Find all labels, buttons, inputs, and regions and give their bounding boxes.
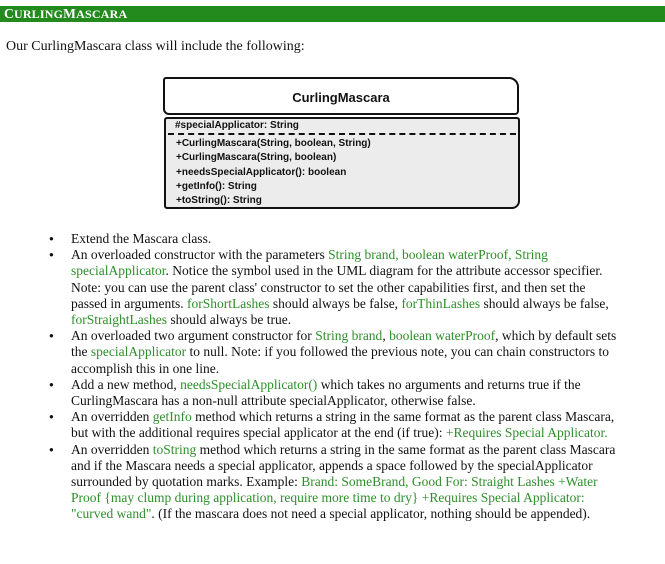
uml-method-list xyxy=(176,137,371,208)
uml-class-name: CurlingMascara xyxy=(163,77,519,115)
bullet-item: ● An overridden getInfo method which returns a string in the same format as the parent class Mascara, but with the additional requires special applicator at the end (if true): +Requires Special Applicator. xyxy=(0,409,665,441)
bullet-item: ● Extend the Mascara class. xyxy=(0,231,665,247)
requirements-list xyxy=(0,231,665,523)
uml-method: +toString(): String xyxy=(176,195,262,207)
uml-method: +getInfo(): String xyxy=(176,180,257,192)
bullet-item: ● Add a new method, needsSpecialApplicator() which takes no arguments and returns true if the CurlingMascara has a non-null attribute specialApplicator, otherwise false. xyxy=(0,377,665,409)
section-header: CURLINGMASCARA xyxy=(0,6,665,22)
uml-method: +needsSpecialApplicator(): boolean xyxy=(176,166,347,178)
bullet-item: ● An overloaded constructor with the parameters String brand, boolean waterProof, String specialApplicator. Notice the symbol used in the UML diagram for the attribute accessor specifier. Note: you can use the parent class' constructor to set the other capabilities first, and then set the passed in arguments. forShortLashes should always be false, forThinLashes should always be false, forStraightLashes should always be true. xyxy=(0,247,665,328)
uml-class-body xyxy=(164,117,520,209)
uml-method: +CurlingMascara(String, boolean) xyxy=(176,152,337,164)
bullet-item: ● An overridden toString method which returns a string in the same format as the parent class Mascara and if the Mascara needs a special applicator, appends a space followed by the specialApplicator surrounded by quotation marks. Example: Brand: SomeBrand, Good For: Straight Lashes +Water Proof {may clump during application, require more time to dry} +Requires Special Applicator: "curved wand". (If the mascara does not need a special applicator, nothing should be appended). xyxy=(0,442,665,523)
uml-method: +CurlingMascara(String, boolean, String) xyxy=(176,138,371,149)
uml-attribute: #specialApplicator: String xyxy=(175,120,299,131)
intro-text: Our CurlingMascara class will include the following: xyxy=(6,39,305,54)
uml-class-diagram xyxy=(163,77,521,210)
bullet-item: ● An overloaded two argument constructor for String brand, boolean waterProof, which by default sets the specialApplicator to null. Note: if you followed the previous note, you can chain constructors to accomplish this in one line. xyxy=(0,328,665,377)
uml-divider xyxy=(168,133,516,135)
